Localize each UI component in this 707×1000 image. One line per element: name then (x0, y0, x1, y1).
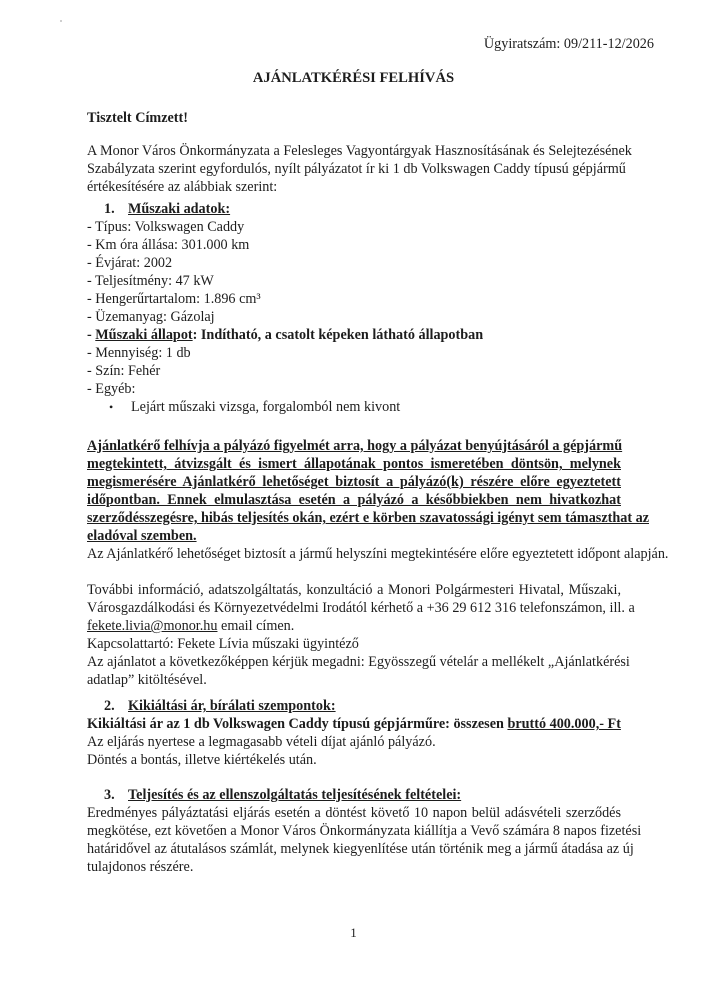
section-number: 1. (104, 201, 115, 217)
spec-item-year: - Évjárat: 2002 (87, 255, 173, 271)
section-title: Kikiáltási ár, bírálati szempontok: (128, 698, 336, 714)
greeting: Tisztelt Címzett! (87, 110, 188, 126)
price-value: bruttó 400.000,- Ft (507, 716, 621, 732)
spec-item-power: - Teljesítmény: 47 kW (87, 273, 214, 289)
offer-line: adatlap” kitöltésével. (87, 672, 207, 688)
section-1-heading (104, 200, 230, 218)
spec-item-other: - Egyéb: (87, 381, 136, 397)
warning-paragraph: Ajánlatkérő felhívja a pályázó figyelmét arra, hogy a pályázat benyújtásáról a gépjármű megtekintett, átvizsgált és ismert állapotának pontos ismeretében döntsön, melynek megismerésére Ajánlatkérő lehetőséget biztosít a pályázó(k) részére előre egyeztetett időpontban. Ennek elmulasztása esetén a pályázó a későbbiekben nem hivatkozhat szerződésszegésre, hibás teljesítés okán, ezért e körben szavatossági igényt sem támaszthat az eladóval szemben. (87, 438, 649, 544)
technical-data-list (87, 218, 621, 416)
intro-line: értékesítésére az alábbiak szerint: (87, 179, 278, 195)
info-paragraph: További információ, adatszolgáltatás, konzultáció a Monori Polgármesteri Hivatal, Műszaki, Városgazdálkodási és Környezetvédelmi Irodától kérhető a +36 29 612 316 telefonszámon, ill. a fekete.livia@monor.hu email címen. Kapcsolattartó: Fekete Lívia műszaki ügyintéző Az ajánlatot a következőképpen kérjük megadni: Egyösszegű vételár a mellékelt „Ajánlatkérési adatlap” kitöltésével. (87, 582, 635, 688)
intro-line: A Monor Város Önkormányzata a Felesleges Vagyontárgyak Hasznosításának és Selejtezésének (87, 143, 632, 159)
reference-number: Ügyiratszám: 09/211-12/2026 (483, 36, 654, 52)
contact-person: Kapcsolattartó: Fekete Lívia műszaki ügyintéző (87, 636, 359, 652)
spec-item-displacement: - Hengerűrtartalom: 1.896 cm³ (87, 291, 261, 307)
starting-price: Kikiáltási ár az 1 db Volkswagen Caddy típusú gépjárműre: összesen bruttó 400.000,- Ft (87, 716, 621, 732)
intro-line: Szabályzata szerint egyfordulós, nyílt pályázatot ír ki 1 db Volkswagen Caddy típusú gépjármű (87, 161, 626, 177)
page-number: 1 (350, 925, 357, 940)
spec-item-color: - Szín: Fehér (87, 363, 161, 379)
document-title: AJÁNLATKÉRÉSI FELHÍVÁS (252, 70, 455, 86)
section-3-heading (104, 786, 461, 804)
other-bullet-item: • Lejárt műszaki vizsga, forgalomból nem kivont (109, 399, 401, 415)
inspection-paragraph: Az Ajánlatkérő lehetőséget biztosít a jármű helyszíni megtekintésére előre egyeztetett időpont alapján. (87, 546, 669, 562)
section-title: Teljesítés és az ellenszolgáltatás teljesítésének feltételei: (128, 787, 462, 803)
price-paragraph: Kikiáltási ár az 1 db Volkswagen Caddy típusú gépjárműre: összesen bruttó 400.000,- Ft Az eljárás nyertese a legmagasabb vételi díjat ajánló pályázó. Döntés a bontás, illetve kiértékelés után. (87, 716, 621, 768)
spec-item-condition: - Műszaki állapot: Indítható, a csatolt képeken látható állapotban (87, 327, 484, 343)
fulfillment-paragraph: Eredményes pályáztatási eljárás esetén a döntést követő 10 napon belül adásvételi szerződés megkötése, ezt követően a Monor Város Önkormányzata kiállítja a Vevő számára 8 napos fizetési határidővel az átutalásos számlát, melynek kiegyenlítése után történik meg a jármű átadása az új tulajdonos részére. (87, 805, 642, 875)
spec-item-fuel: - Üzemanyag: Gázolaj (87, 309, 215, 325)
email-link[interactable]: fekete.livia@monor.hu (87, 618, 218, 634)
offer-line: Az ajánlatot a következőképpen kérjük megadni: Egyösszegű vételár a mellékelt „Ajánlatkérési (87, 654, 630, 670)
condition-label: Műszaki állapot (95, 327, 193, 343)
condition-value: : Indítható, a csatolt képeken látható állapotban (192, 327, 484, 343)
section-title: Műszaki adatok: (128, 201, 231, 217)
intro-paragraph (87, 142, 632, 196)
section-number: 3. (104, 787, 115, 803)
spec-item-quantity: - Mennyiség: 1 db (87, 345, 191, 361)
section-number: 2. (104, 698, 115, 714)
scan-speck (60, 20, 62, 22)
section-2-heading (104, 697, 336, 715)
spec-item-type: - Típus: Volkswagen Caddy (87, 219, 245, 235)
spec-item-mileage: - Km óra állása: 301.000 km (87, 237, 250, 253)
bullet-icon: • (109, 400, 114, 414)
